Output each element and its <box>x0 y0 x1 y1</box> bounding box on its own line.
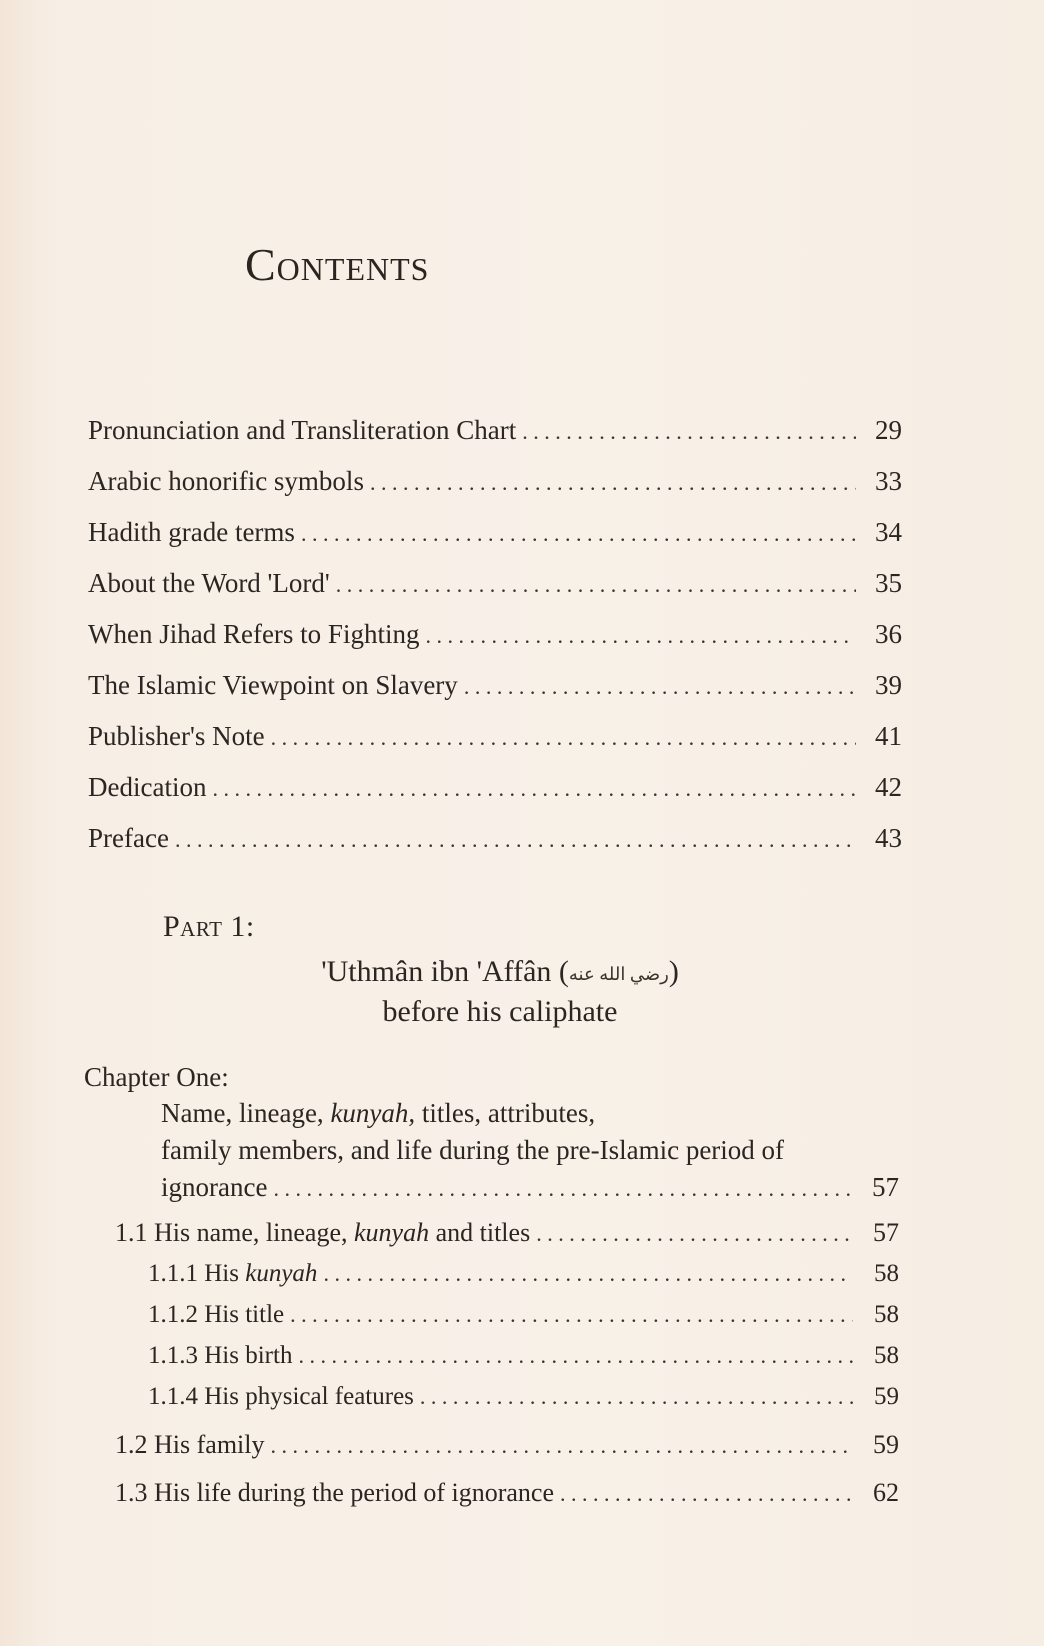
toc-entry-page: 59 <box>873 1430 899 1459</box>
toc-entry-page: 34 <box>875 517 902 547</box>
section-number: 1.1.1 <box>148 1260 198 1287</box>
toc-entry <box>161 1172 899 1210</box>
section-number: 1.2 <box>115 1430 148 1459</box>
toc-entry <box>88 517 902 557</box>
toc-entry <box>148 1342 899 1378</box>
section-text-italic: kunyah <box>245 1260 318 1287</box>
section-text-italic: kunyah <box>354 1218 430 1247</box>
dot-leader <box>273 1176 853 1202</box>
toc-entry-label <box>148 1260 323 1288</box>
toc-entry-label: The Islamic Viewpoint on Slavery <box>88 670 458 700</box>
toc-entry-label <box>115 1218 536 1248</box>
toc-entry-label: Preface <box>88 823 169 853</box>
toc-entry-label: ignorance <box>161 1172 268 1202</box>
toc-entry-label: Publisher's Note <box>88 721 265 751</box>
section-text: His physical features <box>204 1383 414 1410</box>
chapter-text: Name, lineage, <box>161 1098 331 1128</box>
toc-entry <box>148 1383 899 1419</box>
honorific-symbol: رضي الله عنه <box>568 964 669 985</box>
dot-leader <box>271 1433 854 1459</box>
dot-leader <box>420 1384 853 1410</box>
toc-entry <box>88 568 902 608</box>
section-number: 1.1.3 <box>148 1342 198 1369</box>
toc-entry <box>88 415 902 455</box>
dot-leader <box>298 1343 853 1369</box>
toc-entry-page: 43 <box>875 823 902 853</box>
section-number: 1.1.2 <box>148 1301 198 1328</box>
chapter-title-line2: family members, and life during the pre-Islamic period of <box>161 1135 785 1165</box>
section-text: and titles <box>429 1218 531 1247</box>
dot-leader <box>425 623 856 649</box>
toc-entry <box>88 823 902 863</box>
part-title-paren: ) <box>668 955 679 988</box>
toc-entry-label: When Jihad Refers to Fighting <box>88 619 420 649</box>
dot-leader <box>301 521 856 547</box>
toc-entry <box>88 772 902 812</box>
toc-entry-page: 59 <box>874 1383 899 1410</box>
dot-leader <box>560 1481 853 1507</box>
section-text: His <box>204 1260 246 1287</box>
toc-entry-page: 62 <box>873 1478 899 1507</box>
section-text: His birth <box>204 1342 293 1369</box>
toc-entry-page: 36 <box>875 619 902 649</box>
toc-entry <box>148 1301 899 1337</box>
section-number: 1.3 <box>115 1478 148 1507</box>
part-title <box>300 953 700 1031</box>
toc-entry-page: 39 <box>875 670 902 700</box>
toc-entry-label: Pronunciation and Transliteration Chart <box>88 415 517 445</box>
toc-entry-label <box>148 1301 290 1329</box>
part-title-line2: before his caliphate <box>382 995 618 1029</box>
toc-entry-page: 35 <box>875 568 902 598</box>
dot-leader <box>464 674 856 700</box>
section-number: 1.1 <box>115 1218 148 1247</box>
toc-entry-page: 57 <box>873 1218 899 1247</box>
toc-entry <box>115 1218 899 1256</box>
toc-entry <box>88 619 902 659</box>
toc-entry-label: About the Word 'Lord' <box>88 568 330 598</box>
dot-leader <box>212 776 856 802</box>
toc-entry-label <box>148 1342 298 1370</box>
toc-entry-label: Hadith grade terms <box>88 517 295 547</box>
toc-entry <box>88 670 902 710</box>
section-text: His name, lineage, <box>154 1218 354 1247</box>
toc-entry-label: Dedication <box>88 772 207 802</box>
dot-leader <box>536 1221 853 1247</box>
dot-leader <box>336 572 856 598</box>
section-number: 1.1.4 <box>148 1383 198 1410</box>
toc-entry-page: 33 <box>875 466 902 496</box>
toc-entry-label <box>115 1430 271 1460</box>
toc-entry <box>88 466 902 506</box>
chapter-label: Chapter One: <box>84 1062 229 1092</box>
dot-leader <box>290 1302 853 1328</box>
section-text: His family <box>154 1430 265 1459</box>
chapter-title-line1 <box>161 1098 595 1129</box>
toc-entry-page: 41 <box>875 721 902 751</box>
toc-entry-page: 58 <box>874 1342 899 1369</box>
chapter-text-italic: kunyah, <box>330 1098 416 1128</box>
part-title-line1 <box>300 953 700 993</box>
dot-leader <box>323 1261 853 1287</box>
toc-entry-page: 57 <box>872 1172 899 1202</box>
section-text: His title <box>204 1301 285 1328</box>
section-text: His life during the period of ignorance <box>154 1478 554 1507</box>
toc-entry <box>115 1430 899 1468</box>
dot-leader <box>271 725 856 751</box>
toc-entry-page: 42 <box>875 772 902 802</box>
toc-entry <box>88 721 902 761</box>
dot-leader <box>370 470 856 496</box>
toc-entry-label <box>115 1478 560 1508</box>
contents-heading: Contents <box>245 239 430 290</box>
part-title-text: 'Uthmân ibn 'Affân ( <box>321 955 569 988</box>
toc-entry <box>148 1260 899 1296</box>
part-label: Part 1: <box>163 910 255 943</box>
dot-leader <box>175 827 856 853</box>
toc-entry <box>115 1478 899 1516</box>
toc-entry-page: 58 <box>874 1260 899 1287</box>
chapter-text: titles, attributes, <box>415 1098 596 1128</box>
dot-leader <box>522 419 856 445</box>
toc-entry-page: 58 <box>874 1301 899 1328</box>
toc-entry-page: 29 <box>875 415 902 445</box>
toc-entry-label <box>148 1383 420 1411</box>
toc-entry-label: Arabic honorific symbols <box>88 466 364 496</box>
